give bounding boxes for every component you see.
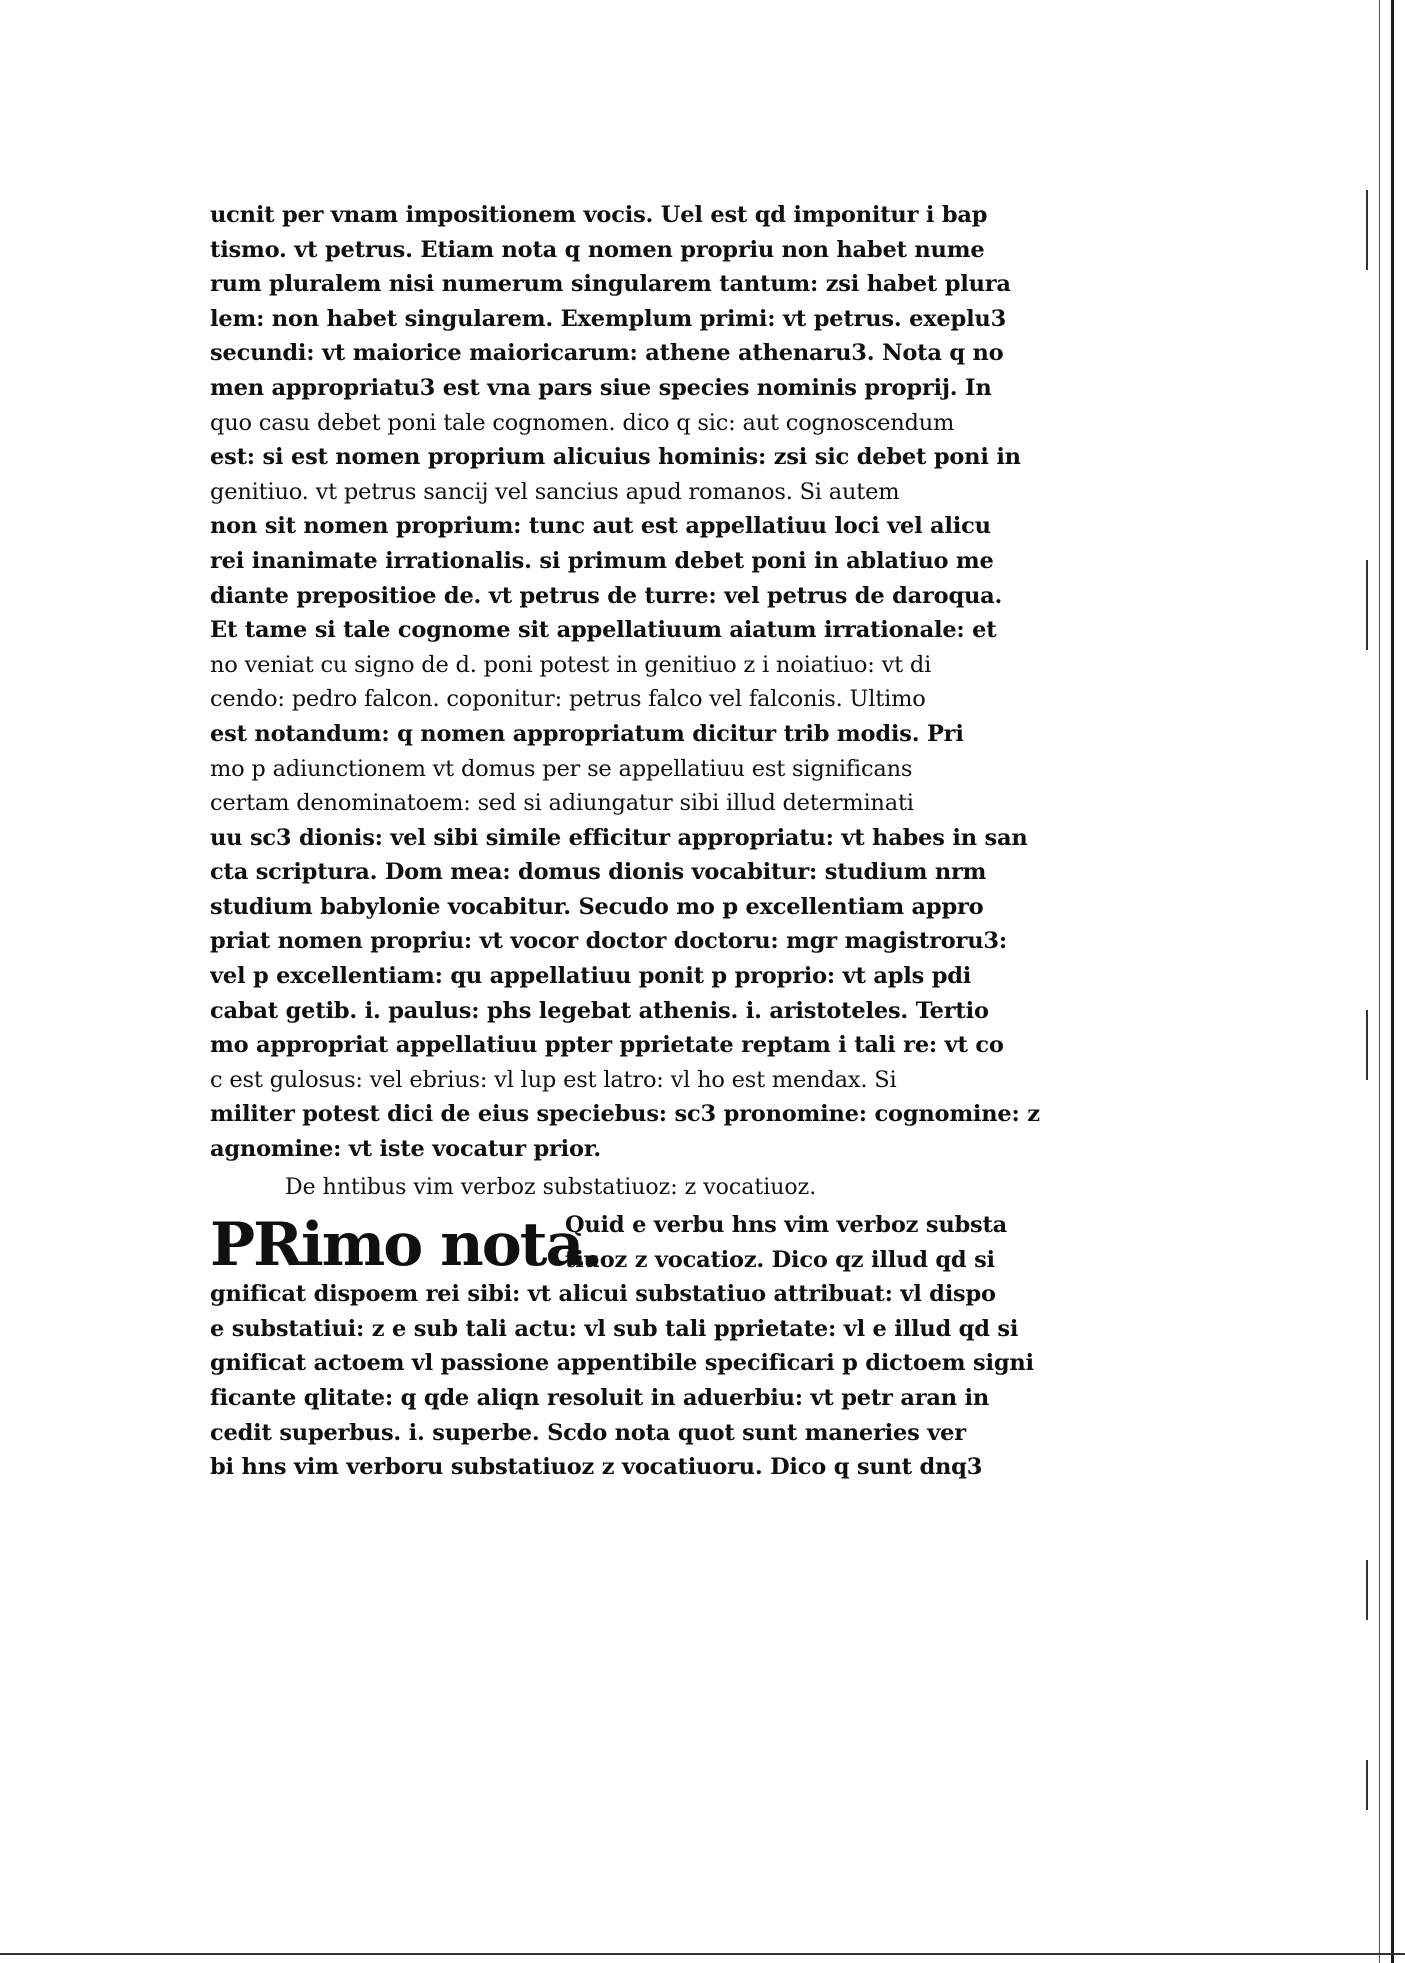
gutter-mark [1366, 1560, 1368, 1620]
text-line: cta scriptura. Dom mea: domus dionis vocabitur: studium nrm [210, 859, 987, 886]
text-line: est notandum: q nomen appropriatum dicitur trib modis. Pri [210, 720, 964, 747]
text-line: non sit nomen proprium: tunc aut est appellatiuu loci vel alicu [210, 513, 991, 540]
text-line: e substatiui: z e sub tali actu: vl sub tali pprietate: vl e illud qd si [210, 1315, 1019, 1342]
page-bottom-edge [0, 1953, 1405, 1955]
text-line: lem: non habet singularem. Exemplum primi: vt petrus. exeplu3 [210, 305, 1007, 332]
text-line: mo p adiunctionem vt domus per se appellatiuu est significans [210, 755, 913, 782]
text-line: bi hns vim verboru substatiuoz z vocatiuoru. Dico q sunt dnq3 [210, 1454, 983, 1481]
text-line: quo casu debet poni tale cognomen. dico q sic: aut cognoscendum [210, 409, 955, 436]
text-line: priat nomen propriu: vt vocor doctor doctoru: mgr magistroru3: [210, 928, 1007, 955]
text-line: ficante qlitate: q qde aliqn resoluit in aduerbiu: vt petr aran in [210, 1384, 990, 1411]
text-line: rum pluralem nisi numerum singularem tantum: zsi habet plura [210, 271, 1011, 298]
gutter-inner-line [1379, 0, 1380, 1963]
text-line: Quid e verbu hns vim verboz substa [565, 1212, 1008, 1238]
text-line: tiuoz z vocatioz. Dico qz illud qd si [565, 1246, 995, 1273]
text-line: mo appropriat appellatiuu ppter pprietate reptam i tali re: vt co [210, 1032, 1004, 1059]
text-line: men appropriatu3 est vna pars siue species nominis proprij. In [210, 374, 992, 401]
text-line: militer potest dici de eius speciebus: sc3 pronomine: cognomine: z [210, 1101, 1040, 1128]
text-line: cendo: pedro falcon. coponitur: petrus falco vel falconis. Ultimo [210, 686, 926, 713]
text-line: est: si est nomen proprium alicuius hominis: zsi sic debet poni in [210, 444, 1021, 471]
text-line: Et tame si tale cognome sit appellatiuum aiatum irrationale: et [210, 617, 997, 644]
text-line: c est gulosus: vel ebrius: vl lup est latro: vl ho est mendax. Si [210, 1066, 897, 1093]
text-line: cabat getib. i. paulus: phs legebat athenis. i. aristoteles. Tertio [210, 997, 989, 1024]
text-line: ucnit per vnam impositionem vocis. Uel est qd imponitur i bap [210, 202, 988, 228]
text-line: agnomine: vt iste vocatur prior. [210, 1136, 602, 1163]
gutter-mark [1366, 1760, 1368, 1810]
paragraph-2 [210, 1208, 1040, 1485]
gutter-edge-line [1391, 0, 1394, 1963]
section-heading: De hntibus vim verboz substatiuoz: z vocatiuoz. [285, 1175, 817, 1200]
text-line: gnificat actoem vl passione appentibile specificari p dictoem signi [210, 1350, 1034, 1377]
text-line: studium babylonie vocabitur. Secudo mo p excellentiam appro [210, 893, 984, 920]
paragraph-1 [210, 198, 1040, 1167]
gutter-mark [1366, 560, 1368, 650]
text-line: vel p excellentiam: qu appellatiuu ponit p proprio: vt apls pdi [210, 963, 972, 990]
text-line: no veniat cu signo de d. poni potest in genitiuo z i noiatiuo: vt di [210, 651, 932, 678]
text-line: rei inanimate irrationalis. si primum debet poni in ablatiuo me [210, 547, 994, 574]
gutter-mark [1366, 1010, 1368, 1080]
text-line: uu sc3 dionis: vel sibi simile efficitur appropriatu: vt habes in san [210, 824, 1028, 851]
text-line: genitiuo. vt petrus sancij vel sancius apud romanos. Si autem [210, 478, 900, 505]
gutter-mark [1366, 190, 1368, 270]
text-line: tismo. vt petrus. Etiam nota q nomen propriu non habet nume [210, 236, 985, 263]
text-line: certam denominatoem: sed si adiungatur sibi illud determinati [210, 790, 914, 817]
text-line: diante prepositioe de. vt petrus de turre: vel petrus de daroqua. [210, 582, 1003, 609]
text-line: secundi: vt maiorice maioricarum: athene athenaru3. Nota q no [210, 340, 1004, 367]
text-line: gnificat dispoem rei sibi: vt alicui substatiuo attribuat: vl dispo [210, 1281, 996, 1308]
initial-heading: PRimo nota. [210, 1210, 602, 1280]
text-line: cedit superbus. i. superbe. Scdo nota quot sunt maneries ver [210, 1419, 966, 1446]
